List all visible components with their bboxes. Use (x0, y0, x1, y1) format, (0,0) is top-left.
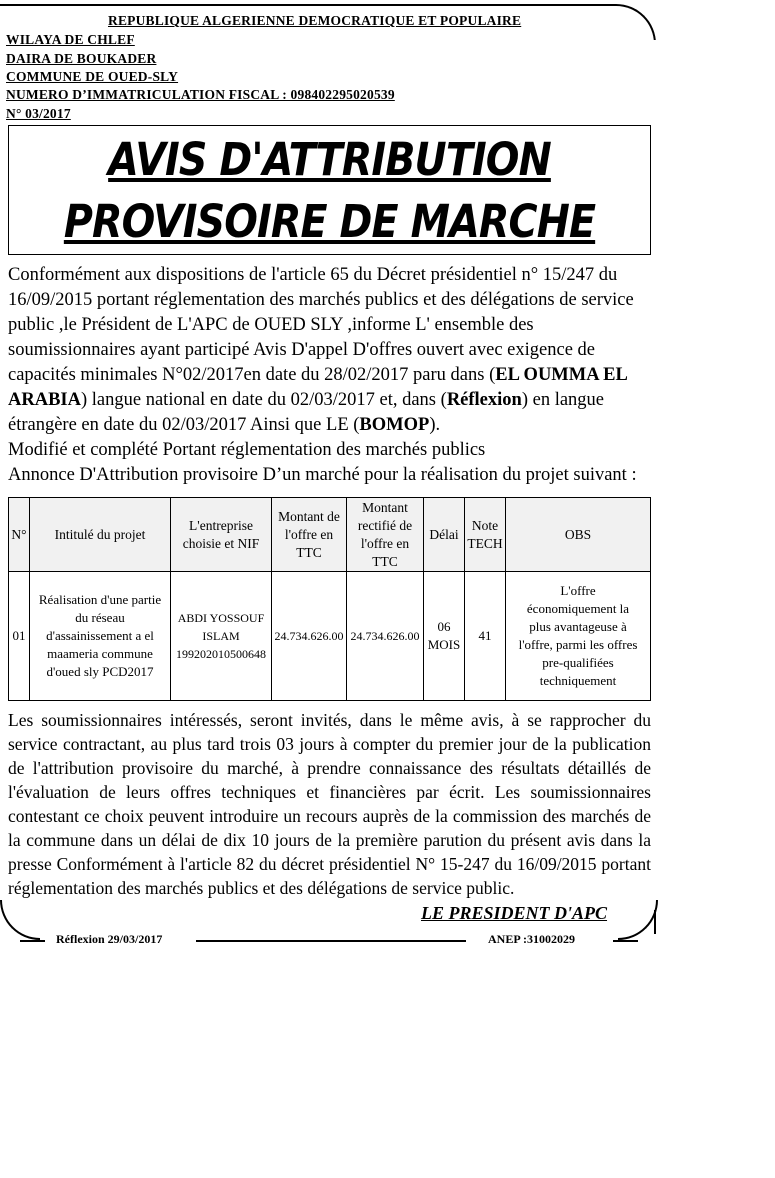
col-header-project: Intitulé du projet (30, 498, 171, 572)
signature: LE PRESIDENT D'APC (421, 903, 608, 923)
table-header-row (9, 498, 651, 572)
newspaper-name-2: Réflexion (446, 390, 522, 410)
header-wilaya: WILAYA DE CHLEF (6, 32, 135, 47)
newspaper-name-1: EL OUMMA EL ARABIA (8, 365, 627, 410)
cell-note: 41 (465, 572, 506, 701)
title-line-2: PROVISOIRE DE MARCHE (63, 195, 596, 248)
col-header-amount: Montant de l'offre en TTC (272, 498, 347, 572)
col-header-obs: OBS (506, 498, 651, 572)
cell-project: Réalisation d'une partie du réseau d'assainissement a el maameria commune d'oued sly PCD2017 (30, 572, 171, 701)
intro-paragraph: Conformément aux dispositions de l'article 65 du Décret présidentiel n° 15/247 du 16/09/2015 portant réglementation des marchés publics et des délégations de service public ,le Président de L'APC de OUED SLY ,informe L' ensemble des soumissionnaires ayant participé Avis D'appel D'offres ouvert avec exigence de capacités minimales N°02/2017en date du 28/02/2017 paru dans (EL OUMMA EL ARABIA) langue national en date du 02/03/2017 et, dans (Réflexion) en langue étrangère en date du 02/03/2017 Ainsi que LE (BOMOP). Modifié et complété Portant réglementation des marchés publics Annonce D'Attribution provisoire D’un marché pour la réalisation du projet suivant : (8, 265, 637, 485)
intro-text-2: langue national en date du 02/03/2017 et, dans (87, 390, 437, 410)
col-header-company: L'entreprise choisie et NIF (171, 498, 272, 572)
col-header-delay: Délai (424, 498, 465, 572)
intro-text-3: en langue étrangère en date du 02/03/2017 Ainsi que LE (8, 390, 605, 435)
footer-publication: Réflexion 29/03/2017 (56, 932, 163, 946)
cell-number: 01 (9, 572, 30, 701)
col-header-amount-rectified: Montant rectifié de l'offre en TTC (347, 498, 424, 572)
cell-amount: 24.734.626.00 (272, 572, 347, 701)
frame-bottom-left (0, 900, 40, 940)
frame-bottom-right (618, 900, 658, 940)
title-line-1: AVIS D'ATTRIBUTION (108, 133, 551, 186)
col-header-number: N° (9, 498, 30, 572)
intro-text-1: Conformément aux dispositions de l'article 65 du Décret présidentiel n° 15/247 du 16/09/2015 portant réglementation des marchés publics et des délégations de service public ,le Président de L'APC de OUED SLY ,informe L' ensemble des soumissionnaires ayant participé Avis D'appel D'offres ouvert avec exigence de capacités minimales N°02/2017en date du 28/02/2017 paru dans (8, 265, 634, 385)
footer-rule-left (20, 940, 45, 942)
cell-company (171, 572, 272, 701)
footer-rule-right (613, 940, 638, 942)
intro-text-4: Modifié et complété Portant réglementation des marchés publics (8, 440, 486, 460)
col-header-note: Note TECH (465, 498, 506, 572)
header-republic: REPUBLIQUE ALGERIENNE DEMOCRATIQUE ET POPULAIRE (108, 13, 522, 28)
header-notice-number: N° 03/2017 (6, 106, 71, 121)
cell-delay: 06 MOIS (424, 572, 465, 701)
closing-paragraph: Les soumissionnaires intéressés, seront invités, dans le même avis, à se rapprocher du service contractant, au plus tard trois 03 jours à compter du premier jour de la publication de l'attribution provisoire du marché, à prendre connaissance des résultats détaillés de l'évaluation de leurs offres techniques et financières par écrit. Les soumissionnaires contestant ce choix peuvent introduire un recours auprès de la commission des marchés de la commune dans un délai de dix 10 jours de la première parution du présent avis dans la presse Conformément à l'article 82 du décret présidentiel N° 15-247 du 16/09/2015 portant réglementation des marchés publics et des délégations de service public. (8, 710, 651, 898)
company-nif: 199202010500648 (176, 647, 266, 661)
bulletin-name: BOMOP (359, 415, 430, 435)
award-table (8, 497, 651, 701)
table-row (9, 572, 651, 701)
cell-obs: L'offre économiquement la plus avantageuse à l'offre, parmi les offres pre-qualifiées techniquement (506, 572, 651, 701)
footer-rule-middle (196, 940, 466, 942)
intro-text-5: Annonce D'Attribution provisoire D’un marché pour la réalisation du projet suivant : (8, 465, 637, 485)
header-fiscal-number: NUMERO D’IMMATRICULATION FISCAL : 098402295020539 (6, 87, 395, 102)
company-name: ABDI YOSSOUF ISLAM (177, 611, 265, 643)
header-daira: DAIRA DE BOUKADER (6, 51, 157, 66)
cell-amount-rectified: 24.734.626.00 (347, 572, 424, 701)
title-box (8, 125, 651, 255)
footer-anep: ANEP :31002029 (488, 932, 575, 946)
header-commune: COMMUNE DE OUED-SLY (6, 69, 179, 84)
